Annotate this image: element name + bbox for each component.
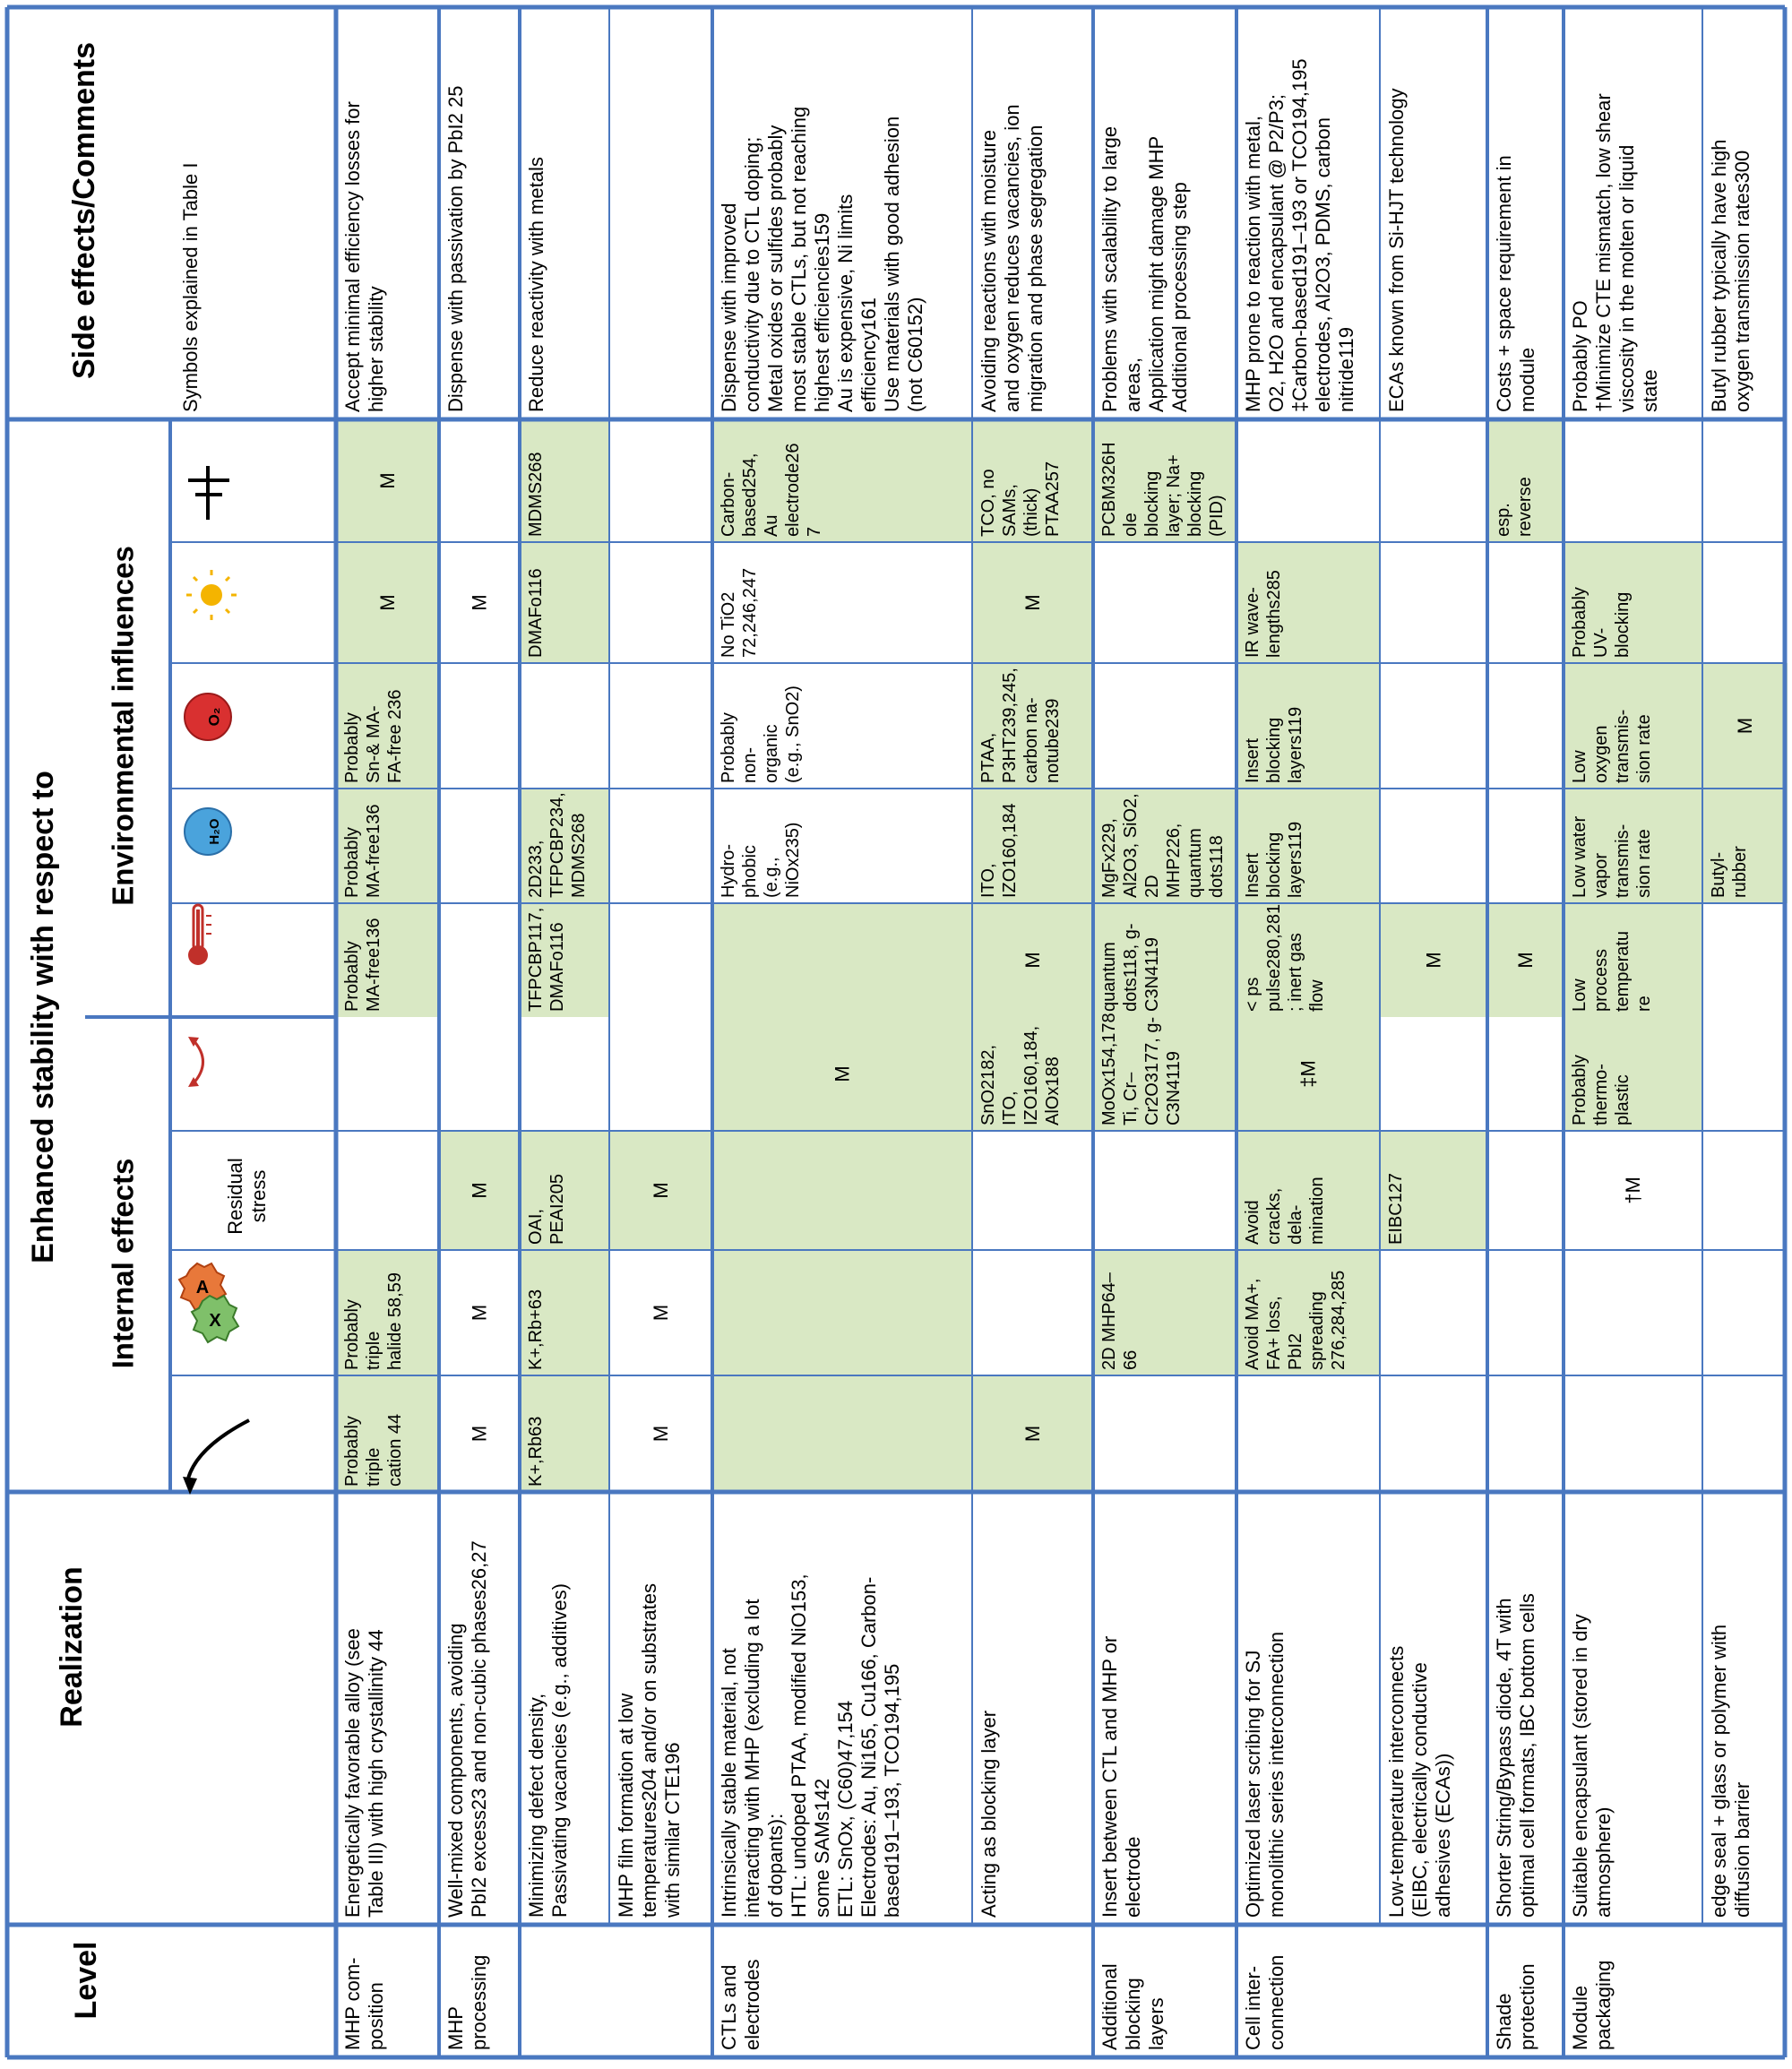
realization-cell: Intrinsically stable material, notinteracting with MHP (excluding a lotof dopants):HTL: undoped PTAA, modified NiO153,some SAMs142ETL: SnOx, (C60)47,154Electrodes: Au, Ni165, Cu166, Carbon-based191–193, TCO194,195 (718, 1573, 903, 1918)
comment-cell: Accept minimal efficiency losses forhigher stability (341, 101, 387, 412)
data-cell: MgFx229, Al2O3, SiO2, 2D MHP226, quantum dots118 (1099, 793, 1227, 898)
data-cell: †M (1622, 1177, 1645, 1204)
data-cell: M (1021, 1425, 1045, 1443)
highlight-cell (712, 1375, 972, 1492)
realization-cell: Acting as blocking layer (978, 1710, 1000, 1918)
realization-cell: Well-mixed components, avoidingPbI2 excess23 and non-cubic phases26,27 (444, 1540, 490, 1918)
residual-stress-label (224, 1158, 270, 1235)
comment-cell: Dispense with improvedconductivity due to CTL doping;Metal oxides or sulfides probablymost stable CTLs, but not reachinghighest efficiencies159Au is expensive, Ni limitsefficiency161Use materials with good adhesion(not C60152) (718, 106, 926, 412)
realization-cell: Minimizing defect density,Passivating vacancies (e.g., additives) (525, 1583, 571, 1918)
level-cell: CTLs andelectrodes (718, 1959, 763, 2050)
header-level: Level (68, 1941, 103, 2020)
thermometer-icon (188, 905, 211, 965)
data-cell: M (468, 594, 491, 611)
comment-cell: Avoiding reactions with moistureand oxygen reduces vacancies, ionmigration and phase segregation (978, 104, 1047, 412)
data-cell: ‡M (1297, 1060, 1320, 1088)
data-cell: M (650, 1425, 673, 1443)
realization-cell: Energetically favorable alloy (seeTable III) with high crystallinity 44 (341, 1628, 387, 1918)
comment-cell: Costs + space requirement inmodule (1493, 155, 1538, 412)
data-cell: TFPCBP117, DMAFo116 (526, 907, 567, 1012)
svg-text:H₂O: H₂O (206, 818, 222, 845)
bias-voltage-icon (188, 466, 229, 520)
highlight-cell (712, 903, 972, 1017)
comment-cell: Butyl rubber typically have highoxygen transmission rates300 (1708, 139, 1753, 412)
data-cell: Probably triple cation 44 (342, 1413, 405, 1487)
data-cell: Avoid MA+, FA+ loss, PbI2 spreading 276,284,285 (1243, 1270, 1348, 1370)
data-cell: Probably triple halide 58,59 (342, 1272, 405, 1370)
column-icons (179, 466, 270, 1495)
data-cell: ITO, IZO160,184 (978, 803, 1020, 898)
oxygen-molecule-icon (185, 694, 231, 740)
data-cell: SnO2182, ITO, IZO160,184, AlOx188 (978, 1025, 1063, 1125)
data-cell: M (468, 1182, 491, 1199)
data-cell: PTAA, P3HT239,245, carbon na- notube239 (978, 668, 1063, 783)
sun-icon (186, 570, 237, 620)
ion-exchange-icon (179, 1263, 238, 1342)
data-cell: Low oxygen transmis- sion rate (1570, 709, 1654, 783)
header-internal-effects: Internal effects (106, 1158, 140, 1369)
data-cell: K+,Rb+63 (526, 1289, 546, 1370)
header-environmental-influences: Environmental influences (106, 546, 140, 906)
data-cell: K+,Rb63 (526, 1416, 546, 1487)
data-cell: quantum dots118, g- C3N4119 (1099, 923, 1162, 1012)
realization-cell: Shorter String/Bypass diode, 4T withoptimal cell formats, IBC bottom cells (1493, 1593, 1538, 1918)
data-cell: Carbon- based254, Au electrode26 7 (719, 443, 824, 537)
data-cell: Low water vapor transmis- sion rate (1570, 815, 1654, 898)
data-cell: 2D233, TFPCBP234, MDMS268 (526, 792, 589, 898)
data-cell: IR wave- lengths285 (1243, 570, 1284, 658)
data-cell: M (1021, 594, 1045, 611)
level-cell: MHP com-position (341, 1957, 387, 2050)
data-cell: M (650, 1304, 673, 1322)
data-cell: No TiO2 72,246,247 (719, 567, 760, 658)
data-cell: M (831, 1065, 854, 1082)
data-cell: Insert blocking layers119 (1243, 821, 1305, 898)
level-cell: Modulepackaging (1569, 1960, 1615, 2050)
data-cell: Hydro- phobic (e.g., NiOx235) (719, 822, 803, 898)
data-cell: MDMS268 (526, 452, 546, 537)
data-cell: 2D MHP64– 66 (1099, 1272, 1141, 1370)
data-cell: DMAFo116 (526, 568, 546, 658)
data-cell: M (650, 1182, 673, 1199)
data-cell: EIBC127 (1386, 1172, 1406, 1245)
comment-cell: Probably PO†Minimize CTE mismatch, low shearviscosity in the molten or liquidstate (1569, 93, 1661, 412)
data-cell: Probably Sn-& MA- FA-free 236 (342, 689, 405, 783)
level-cell: Cell inter-connection (1242, 1954, 1288, 2050)
comment-cell: MHP prone to reaction with metal,O2, H2O and encapsulant @ P2/P3;‡Carbon-based191–193 or TCO194,195electrodes, Al2O3, PDMS, carbonnitride119 (1242, 58, 1357, 412)
header-side-effects: Side effects/Comments (66, 42, 101, 379)
highlight-cell (712, 1250, 972, 1375)
realization-cell: MHP film formation at lowtemperatures204 and/or on substrateswith similar CTE196 (615, 1582, 684, 1918)
data-cell: Low process temperatu re (1570, 930, 1654, 1012)
realization-cell: edge seal + glass or polymer withdiffusion barrier (1708, 1624, 1753, 1918)
residual-stress-line-2: stress (247, 1169, 270, 1223)
data-cell: PCBM326H ole blocking layer; Na+ blocking (PID) (1099, 442, 1227, 537)
data-cell: Butyl- rubber (1709, 846, 1750, 898)
data-cell: MoOx154,178 Ti, Cr– Cr2O3177, g- C3N4119 (1099, 1013, 1184, 1125)
data-cell: < ps pulse280,281 ; inert gas flow (1243, 903, 1327, 1012)
comment-cell: Dispense with passivation by PbI2 25 (444, 85, 467, 412)
table-headers (26, 42, 140, 2019)
data-cell: OAI, PEAI205 (526, 1174, 567, 1245)
realization-cell: Low-temperature interconnects(EIBC, electrically conductiveadhesives (ECAs)) (1385, 1645, 1454, 1918)
level-cell: Shadeprotection (1493, 1963, 1538, 2050)
realization-cell: Suitable encapsulant (stored in dryatmosphere) (1569, 1614, 1615, 1918)
data-cell: M (1422, 952, 1445, 969)
realization-cell: Insert between CTL and MHP orelectrode (1098, 1635, 1144, 1918)
data-cell: M (376, 472, 400, 489)
data-cell: M (468, 1425, 491, 1443)
comment-cell: ECAs known from Si-HJT technology (1385, 88, 1408, 412)
double-arrow-icon (188, 1037, 203, 1087)
data-cell: M (1734, 717, 1757, 735)
comment-cell: Problems with scalability to largeareas,Application might damage MHPAdditional processing step (1098, 125, 1191, 412)
highlight-cell (712, 1131, 972, 1250)
svg-text:O₂: O₂ (205, 707, 223, 727)
svg-text:A: A (195, 1278, 210, 1297)
curved-arrow-icon (183, 1420, 249, 1495)
svg-text:X: X (209, 1311, 221, 1331)
data-cell: esp. reverse (1494, 477, 1535, 537)
data-cell: Probably MA-free136 (342, 804, 383, 898)
realization-cell: Optimized laser scribing for SJmonolithic series interconnection (1242, 1631, 1288, 1918)
legend-comment: Symbols explained in Table I (179, 162, 202, 412)
water-molecule-icon (185, 808, 231, 855)
level-cell: Additionalblockinglayers (1098, 1963, 1167, 2050)
data-cell: Insert blocking layers119 (1243, 706, 1305, 783)
residual-stress-line-1: Residual (224, 1158, 246, 1235)
data-cell: M (468, 1304, 491, 1322)
data-cell: Probably UV- blocking (1570, 587, 1633, 658)
data-cell: Probably non- organic (e.g., SnO2) (719, 685, 803, 783)
data-cell: TCO, no SAMs, (thick) PTAA257 (978, 461, 1063, 537)
level-cell: MHPprocessing (444, 1954, 490, 2050)
data-cell: M (376, 594, 400, 611)
data-cell: M (1514, 952, 1538, 969)
data-cell: Probably thermo- plastic (1570, 1055, 1633, 1125)
header-realization: Realization (54, 1566, 89, 1728)
header-enhanced-stability: Enhanced stability with respect to (25, 771, 60, 1263)
data-cell: Avoid cracks, dela- mination (1243, 1177, 1327, 1245)
comment-cell: Reduce reactivity with metals (525, 157, 547, 412)
data-cell: M (1021, 952, 1045, 969)
data-cell: Probably MA-free136 (342, 918, 383, 1012)
